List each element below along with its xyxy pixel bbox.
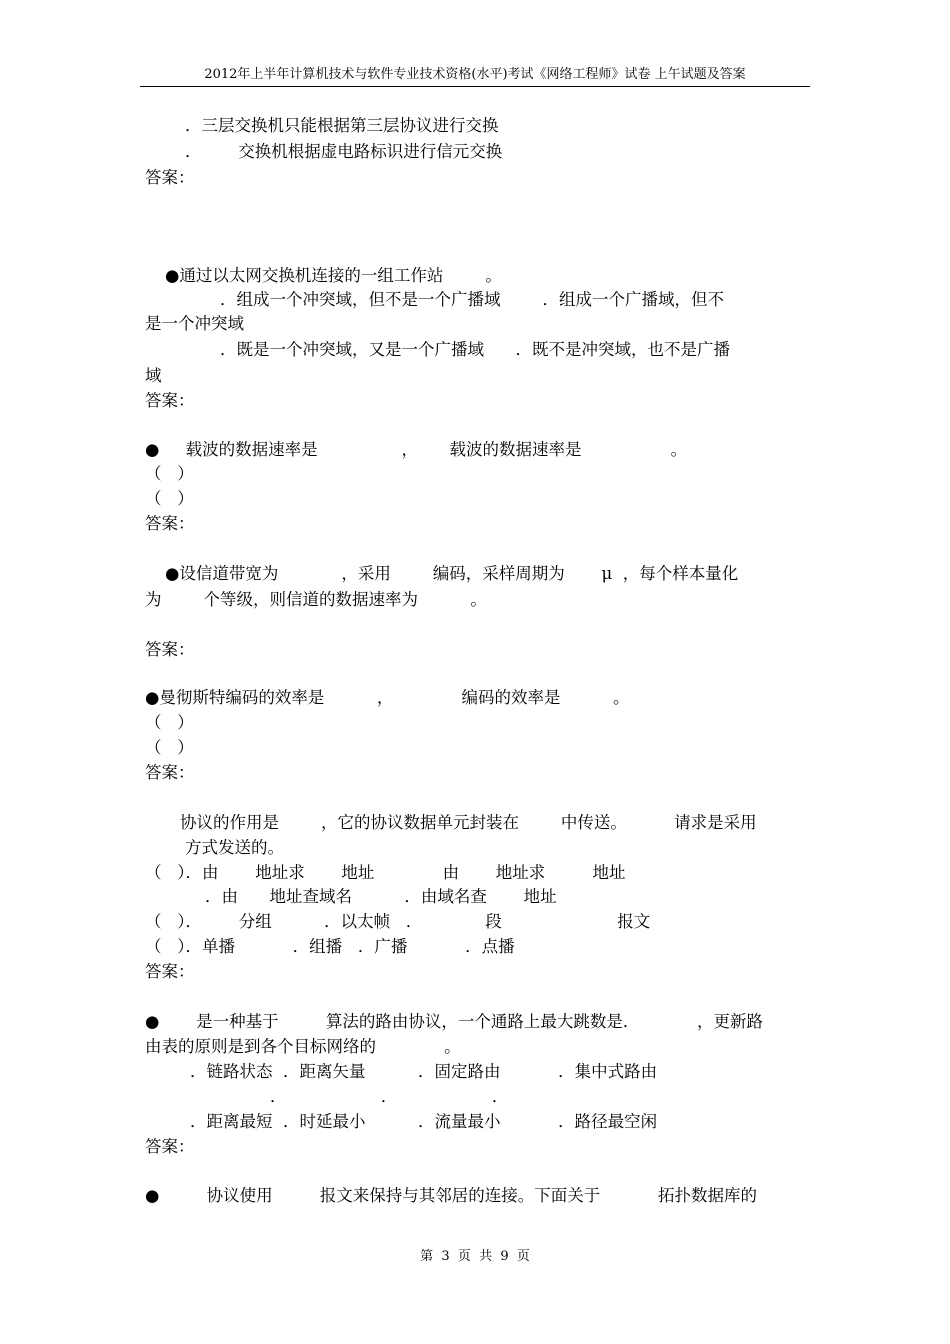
- text-line: 答案：: [145, 1137, 195, 1156]
- text-line: （ ）: [145, 489, 194, 508]
- text-line: ．三层交换机只能根据第三层协议进行交换: [185, 116, 499, 135]
- text-line: ●设信道带宽为 ，采用 编码，采样周期为 μ ，每个样本量化: [165, 564, 739, 583]
- text-line: ● 是一种基于 算法的路由协议，一个通路上最大跳数是． ，更新路: [145, 1012, 764, 1031]
- text-line: 是一个冲突域: [145, 314, 244, 333]
- text-line: 答案：: [145, 391, 195, 410]
- text-line: 协议的作用是 ，它的协议数据单元封装在 中传送。 请求是采用: [180, 813, 757, 832]
- text-line: ● 协议使用 报文来保持与其邻居的连接。下面关于 拓扑数据库的: [145, 1186, 757, 1205]
- text-line: 答案：: [145, 514, 195, 533]
- text-line: 答案：: [145, 168, 195, 187]
- text-line: 方式发送的。: [185, 838, 284, 857]
- text-line: 为 个等级，则信道的数据速率为 。: [145, 590, 487, 609]
- text-line: （ ）: [145, 464, 194, 483]
- text-line: ． ． ．: [270, 1087, 509, 1106]
- text-line: 由表的原则是到各个目标网络的 。: [145, 1037, 461, 1056]
- text-line: 答案：: [145, 962, 195, 981]
- text-line: ．距离最短 ．时延最小 ．流量最小 ．路径最空闲: [190, 1112, 658, 1131]
- text-line: （ ）．单播 ．组播 ．广播 ．点播: [145, 937, 515, 956]
- text-line: ●曼彻斯特编码的效率是 ， 编码的效率是 。: [145, 688, 630, 707]
- text-line: ．由 地址查域名 ．由域名查 地址: [205, 887, 557, 906]
- text-line: （ ）: [145, 738, 194, 757]
- text-line: ． 交换机根据虚电路标识进行信元交换: [185, 142, 503, 161]
- text-line: （ ）: [145, 713, 194, 732]
- text-line: ．链路状态 ．距离矢量 ．固定路由 ．集中式路由: [190, 1062, 658, 1081]
- text-line: （ ）． 分组 ．以太帧 ． 段 报文: [145, 912, 651, 931]
- page-header: 2012年上半年计算机技术与软件专业技术资格(水平)考试《网络工程师》试卷 上午试题及答案: [204, 67, 746, 82]
- header-rule: [140, 86, 810, 87]
- page-footer: 第 3 页 共 9 页: [420, 1249, 530, 1264]
- text-line: （ ）．由 地址求 地址 由 地址求 地址: [145, 863, 626, 882]
- text-line: 答案：: [145, 763, 195, 782]
- text-line: ．既是一个冲突域，又是一个广播域 ．既不是冲突域，也不是广播: [220, 340, 730, 359]
- text-line: ●通过以太网交换机连接的一组工作站 。: [165, 266, 502, 285]
- text-line: 答案：: [145, 640, 195, 659]
- text-line: ．组成一个冲突域，但不是一个广播域 ．组成一个广播域，但不: [220, 290, 724, 309]
- text-line: ● 载波的数据速率是 ， 载波的数据速率是 。: [145, 440, 688, 459]
- text-line: 域: [145, 366, 162, 385]
